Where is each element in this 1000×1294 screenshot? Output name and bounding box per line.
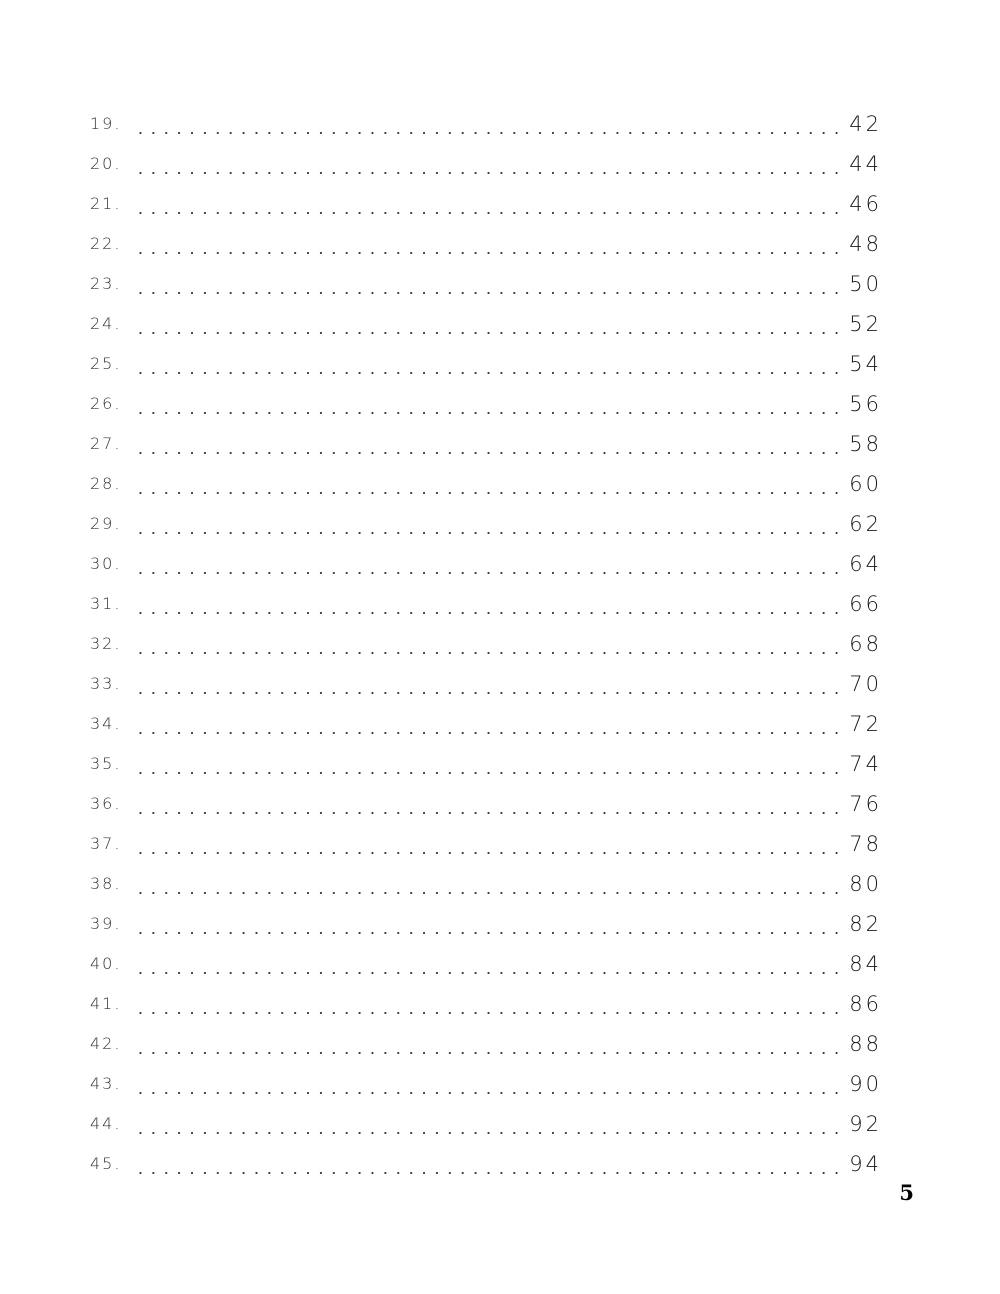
toc-entry[interactable]	[90, 944, 882, 984]
toc-entry-page: 52	[849, 312, 882, 336]
toc-entry[interactable]	[90, 904, 882, 944]
toc-entry[interactable]	[90, 1024, 882, 1064]
page-number: 5	[899, 1180, 914, 1205]
toc-entry[interactable]	[90, 344, 882, 384]
toc-entry[interactable]	[90, 704, 882, 744]
toc-entry[interactable]	[90, 264, 882, 304]
toc-entry[interactable]	[90, 224, 882, 264]
toc-entry-page: 70	[849, 672, 882, 696]
toc-entry-number: 32.	[90, 634, 122, 653]
toc-entry[interactable]	[90, 384, 882, 424]
toc-entry-page: 88	[849, 1032, 882, 1056]
toc-entry-page: 44	[849, 152, 882, 176]
toc-entry-number: 35.	[90, 754, 122, 773]
toc-entry-page: 56	[849, 392, 882, 416]
dot-leader	[134, 372, 848, 374]
toc-entry-number: 20.	[90, 154, 122, 173]
toc-entry[interactable]	[90, 984, 882, 1024]
toc-entry[interactable]	[90, 1064, 882, 1104]
dot-leader	[134, 892, 848, 894]
toc-entry-number: 38.	[90, 874, 122, 893]
dot-leader	[134, 492, 848, 494]
table-of-contents	[90, 104, 882, 1184]
toc-entry-page: 68	[849, 632, 882, 656]
toc-entry-page: 64	[849, 552, 882, 576]
dot-leader	[134, 132, 848, 134]
dot-leader	[134, 1172, 848, 1174]
toc-entry[interactable]	[90, 784, 882, 824]
dot-leader	[134, 1052, 848, 1054]
toc-entry-page: 60	[849, 472, 882, 496]
toc-entry-number: 31.	[90, 594, 122, 613]
toc-entry-page: 90	[849, 1072, 882, 1096]
toc-entry-number: 22.	[90, 234, 122, 253]
toc-entry[interactable]	[90, 184, 882, 224]
toc-entry[interactable]	[90, 544, 882, 584]
toc-entry-number: 37.	[90, 834, 122, 853]
toc-entry-page: 84	[849, 952, 882, 976]
toc-entry[interactable]	[90, 744, 882, 784]
toc-entry[interactable]	[90, 104, 882, 144]
toc-entry-page: 54	[849, 352, 882, 376]
toc-entry-number: 44.	[90, 1114, 122, 1133]
dot-leader	[134, 412, 848, 414]
dot-leader	[134, 292, 848, 294]
toc-entry-number: 34.	[90, 714, 122, 733]
dot-leader	[134, 732, 848, 734]
toc-entry-number: 21.	[90, 194, 122, 213]
toc-entry-number: 42.	[90, 1034, 122, 1053]
toc-entry-page: 50	[849, 272, 882, 296]
toc-entry[interactable]	[90, 864, 882, 904]
toc-entry[interactable]	[90, 144, 882, 184]
toc-entry[interactable]	[90, 1144, 882, 1184]
toc-entry-number: 29.	[90, 514, 122, 533]
toc-entry-page: 48	[849, 232, 882, 256]
dot-leader	[134, 332, 848, 334]
toc-entry-number: 33.	[90, 674, 122, 693]
toc-entry-number: 43.	[90, 1074, 122, 1093]
dot-leader	[134, 692, 848, 694]
toc-entry-page: 66	[849, 592, 882, 616]
toc-entry-page: 72	[849, 712, 882, 736]
toc-entry[interactable]	[90, 584, 882, 624]
toc-entry-number: 36.	[90, 794, 122, 813]
dot-leader	[134, 1092, 848, 1094]
toc-entry-number: 27.	[90, 434, 122, 453]
toc-entry-page: 78	[849, 832, 882, 856]
toc-entry[interactable]	[90, 664, 882, 704]
toc-entry-number: 19.	[90, 114, 122, 133]
toc-entry-page: 76	[849, 792, 882, 816]
toc-entry-page: 92	[849, 1112, 882, 1136]
dot-leader	[134, 212, 848, 214]
toc-entry[interactable]	[90, 624, 882, 664]
toc-entry[interactable]	[90, 464, 882, 504]
toc-entry-page: 82	[849, 912, 882, 936]
toc-entry-number: 39.	[90, 914, 122, 933]
dot-leader	[134, 852, 848, 854]
toc-entry-page: 74	[849, 752, 882, 776]
toc-entry[interactable]	[90, 304, 882, 344]
dot-leader	[134, 452, 848, 454]
toc-entry[interactable]	[90, 1104, 882, 1144]
toc-entry-page: 46	[849, 192, 882, 216]
dot-leader	[134, 972, 848, 974]
toc-entry[interactable]	[90, 824, 882, 864]
toc-entry-page: 62	[849, 512, 882, 536]
toc-entry-number: 23.	[90, 274, 122, 293]
dot-leader	[134, 572, 848, 574]
toc-entry-number: 41.	[90, 994, 122, 1013]
dot-leader	[134, 652, 848, 654]
dot-leader	[134, 1012, 848, 1014]
toc-entry-number: 24.	[90, 314, 122, 333]
toc-entry-page: 80	[849, 872, 882, 896]
dot-leader	[134, 532, 848, 534]
toc-entry-page: 86	[849, 992, 882, 1016]
toc-entry-number: 40.	[90, 954, 122, 973]
toc-entry[interactable]	[90, 424, 882, 464]
toc-entry-number: 25.	[90, 354, 122, 373]
dot-leader	[134, 1132, 848, 1134]
dot-leader	[134, 932, 848, 934]
dot-leader	[134, 772, 848, 774]
toc-entry-page: 94	[849, 1152, 882, 1176]
dot-leader	[134, 172, 848, 174]
toc-entry-number: 26.	[90, 394, 122, 413]
toc-entry-number: 28.	[90, 474, 122, 493]
toc-entry-number: 45.	[90, 1154, 122, 1173]
dot-leader	[134, 812, 848, 814]
dot-leader	[134, 612, 848, 614]
dot-leader	[134, 252, 848, 254]
toc-entry[interactable]	[90, 504, 882, 544]
toc-entry-number: 30.	[90, 554, 122, 573]
toc-entry-page: 58	[849, 432, 882, 456]
toc-entry-page: 42	[849, 112, 882, 136]
